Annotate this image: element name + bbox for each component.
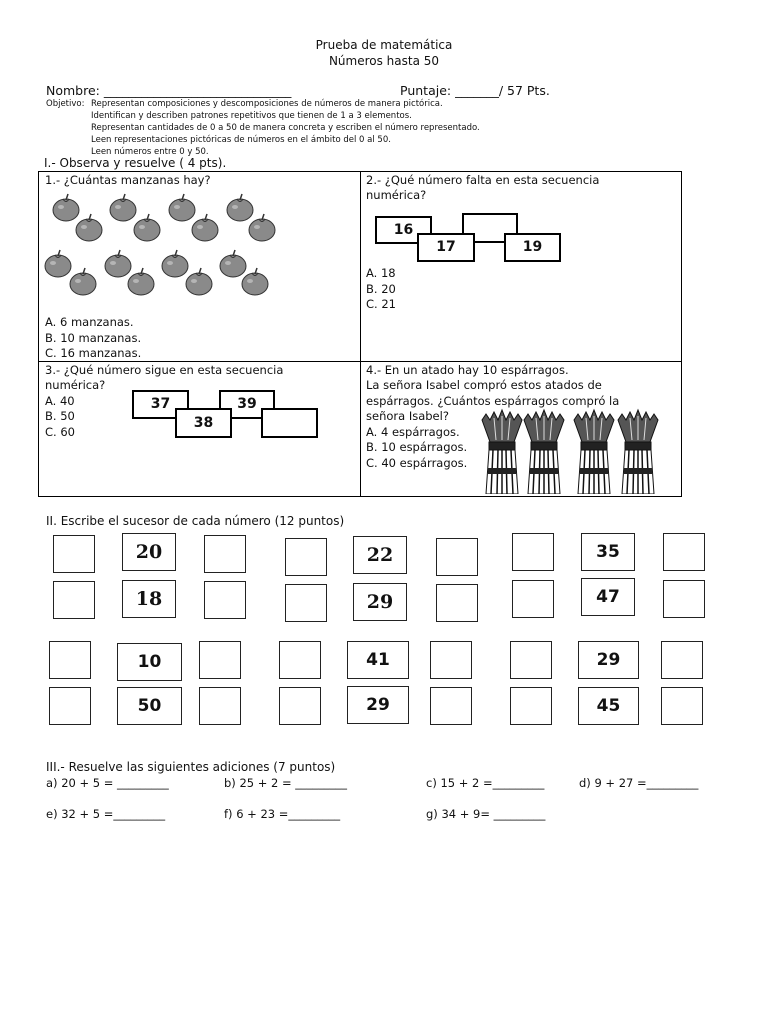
apple-icon [220,250,246,277]
q4-question-line-4: señora Isabel? [366,409,449,423]
predecessor-box[interactable] [512,580,554,618]
addition-g[interactable]: g) 34 + 9= _________ [426,807,546,821]
q1-option-a[interactable]: A. 6 manzanas. [45,315,134,329]
objectives-label: Objetivo: [46,99,85,109]
q4-option-b[interactable]: B. 10 espárragos. [366,440,468,454]
section-1-title: I.- Observa y resuelve ( 4 pts). [44,156,227,170]
predecessor-box[interactable] [279,687,321,725]
q3-question-line-2: numérica? [45,378,106,392]
successor-box[interactable] [199,641,241,679]
q3-blank-box[interactable] [261,408,318,438]
q1-option-b[interactable]: B. 10 manzanas. [45,331,142,345]
q3-seq-box: 39 [219,390,275,419]
apples-illustration [40,190,340,302]
predecessor-box[interactable] [49,687,91,725]
number-box: 10 [117,643,182,681]
asparagus-bundle-icon [524,410,564,494]
score-field[interactable]: Puntaje: _______/ 57 Pts. [400,83,550,98]
number-box: 29 [578,641,639,679]
q2-option-c[interactable]: C. 21 [366,297,396,311]
addition-b[interactable]: b) 25 + 2 = _________ [224,776,348,790]
apple-icon [45,250,71,277]
successor-box[interactable] [436,584,478,622]
predecessor-box[interactable] [512,533,554,571]
successor-box[interactable] [204,535,246,573]
apple-icon [134,214,160,241]
predecessor-box[interactable] [285,538,327,576]
q4-question-line-3: espárragos. ¿Cuántos espárragos compró la [366,394,620,408]
objective-4: Leen representaciones pictóricas de números en el ámbito del 0 al 50. [91,135,391,145]
number-box: 35 [581,533,635,571]
number-box: 41 [347,641,409,679]
asparagus-bundle-icon [574,410,614,494]
addition-f[interactable]: f) 6 + 23 =_________ [224,807,341,821]
apple-icon [249,214,275,241]
apple-icon [192,214,218,241]
q2-question-line-1: 2.- ¿Qué número falta en esta secuencia [366,173,600,187]
number-box: 50 [117,687,182,725]
number-box: 22 [353,536,407,574]
objective-5: Leen números entre 0 y 50. [91,147,209,157]
addition-d[interactable]: d) 9 + 27 =_________ [579,776,699,790]
objective-1: Representan composiciones y descomposiciones de números de manera pictórica. [91,99,443,109]
successor-box[interactable] [661,641,703,679]
apple-icon [70,268,96,295]
successor-box[interactable] [663,533,705,571]
successor-box[interactable] [436,538,478,576]
q2-option-b[interactable]: B. 20 [366,282,396,296]
predecessor-box[interactable] [49,641,91,679]
q3-seq-box: 37 [132,390,189,419]
q2-seq-box: 19 [504,233,561,262]
q4-question-line-1: 4.- En un atado hay 10 espárragos. [366,363,569,377]
number-box: 45 [578,687,639,725]
predecessor-box[interactable] [510,687,552,725]
successor-box[interactable] [199,687,241,725]
predecessor-box[interactable] [510,641,552,679]
successor-box[interactable] [430,641,472,679]
successor-box[interactable] [663,580,705,618]
objective-2: Identifican y describen patrones repetitivos que tienen de 1 a 3 elementos. [91,111,412,121]
number-box: 29 [353,583,407,621]
number-box: 20 [122,533,176,571]
successor-box[interactable] [430,687,472,725]
objective-3: Representan cantidades de 0 a 50 de manera concreta y escriben el número representado. [91,123,480,133]
name-field[interactable]: Nombre: ______________________________ [46,83,292,98]
section-3-title: III.- Resuelve las siguientes adiciones (7 puntos) [46,760,336,774]
apple-icon [242,268,268,295]
successor-box[interactable] [204,581,246,619]
apple-icon [110,194,136,221]
q4-option-a[interactable]: A. 4 espárragos. [366,425,460,439]
predecessor-box[interactable] [53,581,95,619]
number-box: 29 [347,686,409,724]
q2-question-line-2: numérica? [366,188,427,202]
asparagus-bundles-illustration [478,406,668,494]
q4-question-line-2: La señora Isabel compró estos atados de [366,378,602,392]
predecessor-box[interactable] [53,535,95,573]
predecessor-box[interactable] [279,641,321,679]
apple-icon [53,194,79,221]
predecessor-box[interactable] [285,584,327,622]
number-box: 47 [581,578,635,616]
q3-option-a[interactable]: A. 40 [45,394,75,408]
q3-option-c[interactable]: C. 60 [45,425,75,439]
apple-icon [227,194,253,221]
number-box: 18 [122,580,176,618]
apple-icon [105,250,131,277]
q4-option-c[interactable]: C. 40 espárragos. [366,456,468,470]
q3-question-line-1: 3.- ¿Qué número sigue en esta secuencia [45,363,284,377]
addition-e[interactable]: e) 32 + 5 =_________ [46,807,166,821]
addition-c[interactable]: c) 15 + 2 =_________ [426,776,545,790]
section-2-title: II. Escribe el sucesor de cada número (12 puntos) [46,514,345,528]
apple-icon [76,214,102,241]
page-subtitle: Números hasta 50 [328,54,440,68]
apple-icon [169,194,195,221]
asparagus-bundle-icon [482,410,522,494]
q2-seq-box: 16 [375,216,432,244]
addition-a[interactable]: a) 20 + 5 = _________ [46,776,169,790]
q1-option-c[interactable]: C. 16 manzanas. [45,346,142,360]
q2-seq-box: 17 [417,233,475,262]
apple-icon [186,268,212,295]
page-title: Prueba de matemática [315,38,453,52]
q3-seq-box: 38 [175,408,232,438]
asparagus-bundle-icon [618,410,658,494]
grid-divider-vertical [360,172,361,496]
successor-box[interactable] [661,687,703,725]
apple-icon [128,268,154,295]
apple-icon [162,250,188,277]
q2-option-a[interactable]: A. 18 [366,266,396,280]
q1-question: 1.- ¿Cuántas manzanas hay? [45,173,211,187]
q3-option-b[interactable]: B. 50 [45,409,75,423]
